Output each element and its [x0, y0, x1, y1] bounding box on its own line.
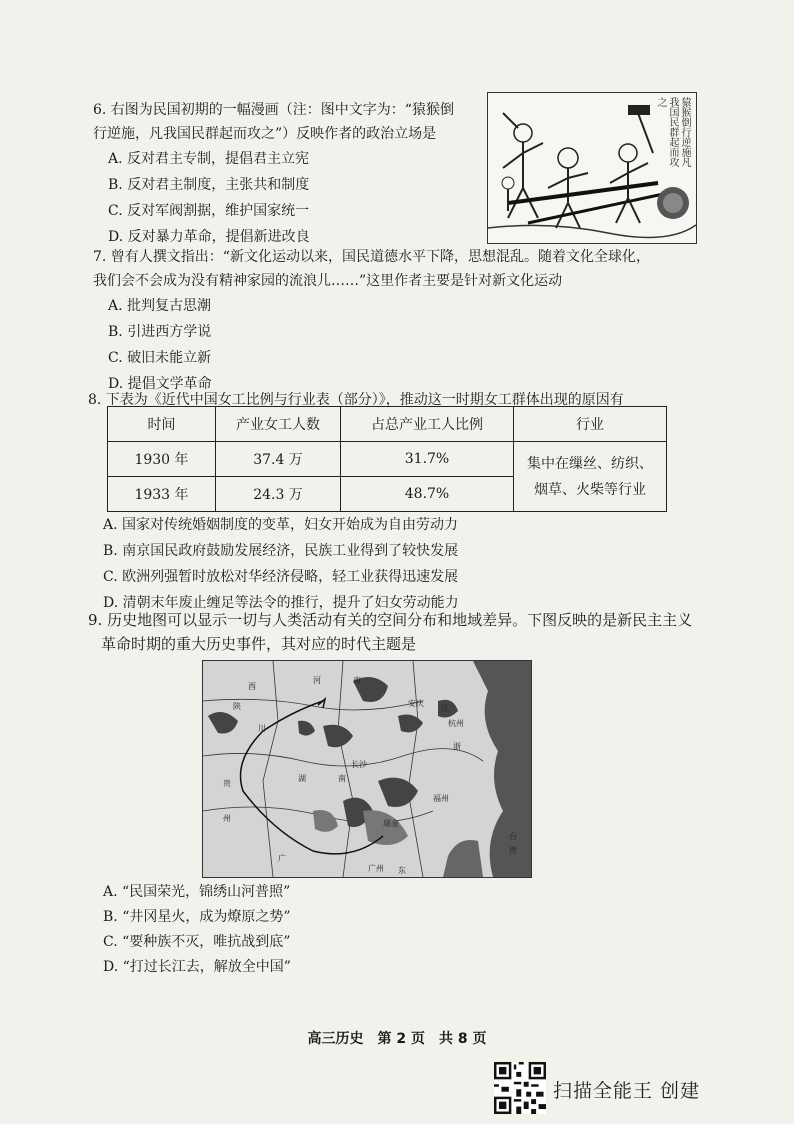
table-cell-year: 1930 年	[108, 442, 216, 477]
q6-option-a: A. 反对君主专制，提倡君主立宪	[108, 151, 310, 167]
map-label: 瑞金	[383, 819, 399, 828]
map-label: 西	[248, 682, 256, 691]
cartoon-caption: 猿猴倒行逆施凡我国民群起而攻之	[655, 97, 690, 167]
q9-stem-line2: 革命时期的重大历史事件，其对应的时代主题是	[101, 635, 417, 653]
q9-option-c: C. “要种族不灭，唯抗战到底”	[103, 934, 291, 950]
map-label: 川	[258, 724, 266, 733]
map-label: 南	[353, 676, 361, 685]
q7-option-c: C. 破旧未能立新	[108, 350, 212, 366]
q7-option-d: D. 提倡文学革命	[108, 376, 212, 392]
industry-line1: 集中在缫丝、纺织、	[527, 455, 653, 472]
page-footer: 高三历史 第 2 页 共 8 页	[307, 1031, 487, 1047]
map-label: 东	[398, 866, 406, 875]
table-cell-ratio: 31.7%	[341, 442, 514, 477]
question-7	[93, 245, 713, 397]
q9-stem-line1: 9. 历史地图可以显示一切与人类活动有关的空间分布和地域差异。下图反映的是新民主主义	[88, 611, 693, 629]
map-drawing	[203, 661, 531, 877]
map-label: 福州	[433, 794, 449, 803]
q6-option-b: B. 反对君主制度，主张共和制度	[108, 177, 310, 193]
map-label: 杭州	[448, 719, 464, 728]
q7-option-a: A. 批判复古思潮	[108, 298, 212, 314]
q6-option-d: D. 反对暴力革命，提倡新进改良	[108, 229, 310, 245]
question-9	[88, 608, 708, 656]
map-label: 广	[278, 854, 286, 863]
table-header-count: 产业女工人数	[216, 407, 341, 442]
scanner-watermark: 扫描全能王 创建	[553, 1080, 701, 1102]
map-label: 湖	[298, 774, 306, 783]
map-label: 安庆	[408, 699, 424, 708]
table-cell-ratio: 48.7%	[341, 477, 514, 512]
table-cell-industry	[514, 442, 667, 512]
map-label: 江	[441, 704, 449, 713]
q6-option-c: C. 反对军阀割据，维护国家统一	[108, 203, 310, 219]
q9-option-d: D. “打过长江去，解放全中国”	[103, 959, 291, 975]
map-label: 陕	[233, 702, 241, 711]
q9-option-b: B. “井冈星火，成为燎原之势”	[103, 909, 291, 925]
map-label: 湾	[509, 846, 517, 855]
q6-stem-line1: 6. 右图为民国初期的一幅漫画（注：图中文字为：“猿猴倒	[93, 102, 454, 118]
q8-option-d: D. 清朝末年废止缠足等法令的推行，提升了妇女劳动能力	[103, 595, 459, 611]
map-label: 广州	[368, 864, 384, 873]
map-label: 长沙	[351, 760, 367, 769]
q7-stem-line1: 7. 曾有人撰文指出：“新文化运动以来，国民道德水平下降，思想混乱。随着文化全球化，	[93, 249, 650, 265]
q6-stem-line2: 行逆施，凡我国民群起而攻之”）反映作者的政治立场是	[93, 126, 437, 142]
industry-line2: 烟草、火柴等行业	[534, 481, 646, 498]
map-label: 南	[338, 774, 346, 783]
political-cartoon	[487, 92, 697, 244]
female-worker-table	[107, 406, 667, 512]
table-header-time: 时间	[108, 407, 216, 442]
table-header-industry: 行业	[514, 407, 667, 442]
q8-options	[103, 512, 703, 616]
map-label: 浙	[453, 742, 461, 751]
q8-option-a: A. 国家对传统婚姻制度的变革，妇女开始成为自由劳动力	[103, 517, 459, 533]
map-label: 台	[509, 832, 517, 841]
question-6	[93, 98, 493, 250]
table-cell-year: 1933 年	[108, 477, 216, 512]
q7-stem-line2: 我们会不会成为没有精神家园的流浪儿……”这里作者主要是针对新文化运动	[93, 273, 563, 289]
map-label: 贵	[223, 779, 231, 788]
q8-option-c: C. 欧洲列强暂时放松对华经济侵略，轻工业获得迅速发展	[103, 569, 459, 585]
q7-option-b: B. 引进西方学说	[108, 324, 212, 340]
q8-option-b: B. 南京国民政府鼓励发展经济，民族工业得到了较快发展	[103, 543, 459, 559]
table-cell-count: 37.4 万	[216, 442, 341, 477]
map-label: 河	[313, 676, 321, 685]
q9-options	[103, 880, 503, 980]
q8-stem: 8. 下表为《近代中国女工比例与行业表（部分）》，推动这一时期女工群体出现的原因有	[88, 392, 624, 408]
q9-option-a: A. “民国荣光，锦绣山河普照”	[103, 884, 291, 900]
table-row	[108, 442, 667, 477]
historical-map	[202, 660, 532, 878]
table-cell-count: 24.3 万	[216, 477, 341, 512]
table-header-ratio: 占总产业工人比例	[341, 407, 514, 442]
table-header-row	[108, 407, 667, 442]
map-label: 州	[223, 814, 231, 823]
qr-code-icon	[494, 1062, 546, 1114]
